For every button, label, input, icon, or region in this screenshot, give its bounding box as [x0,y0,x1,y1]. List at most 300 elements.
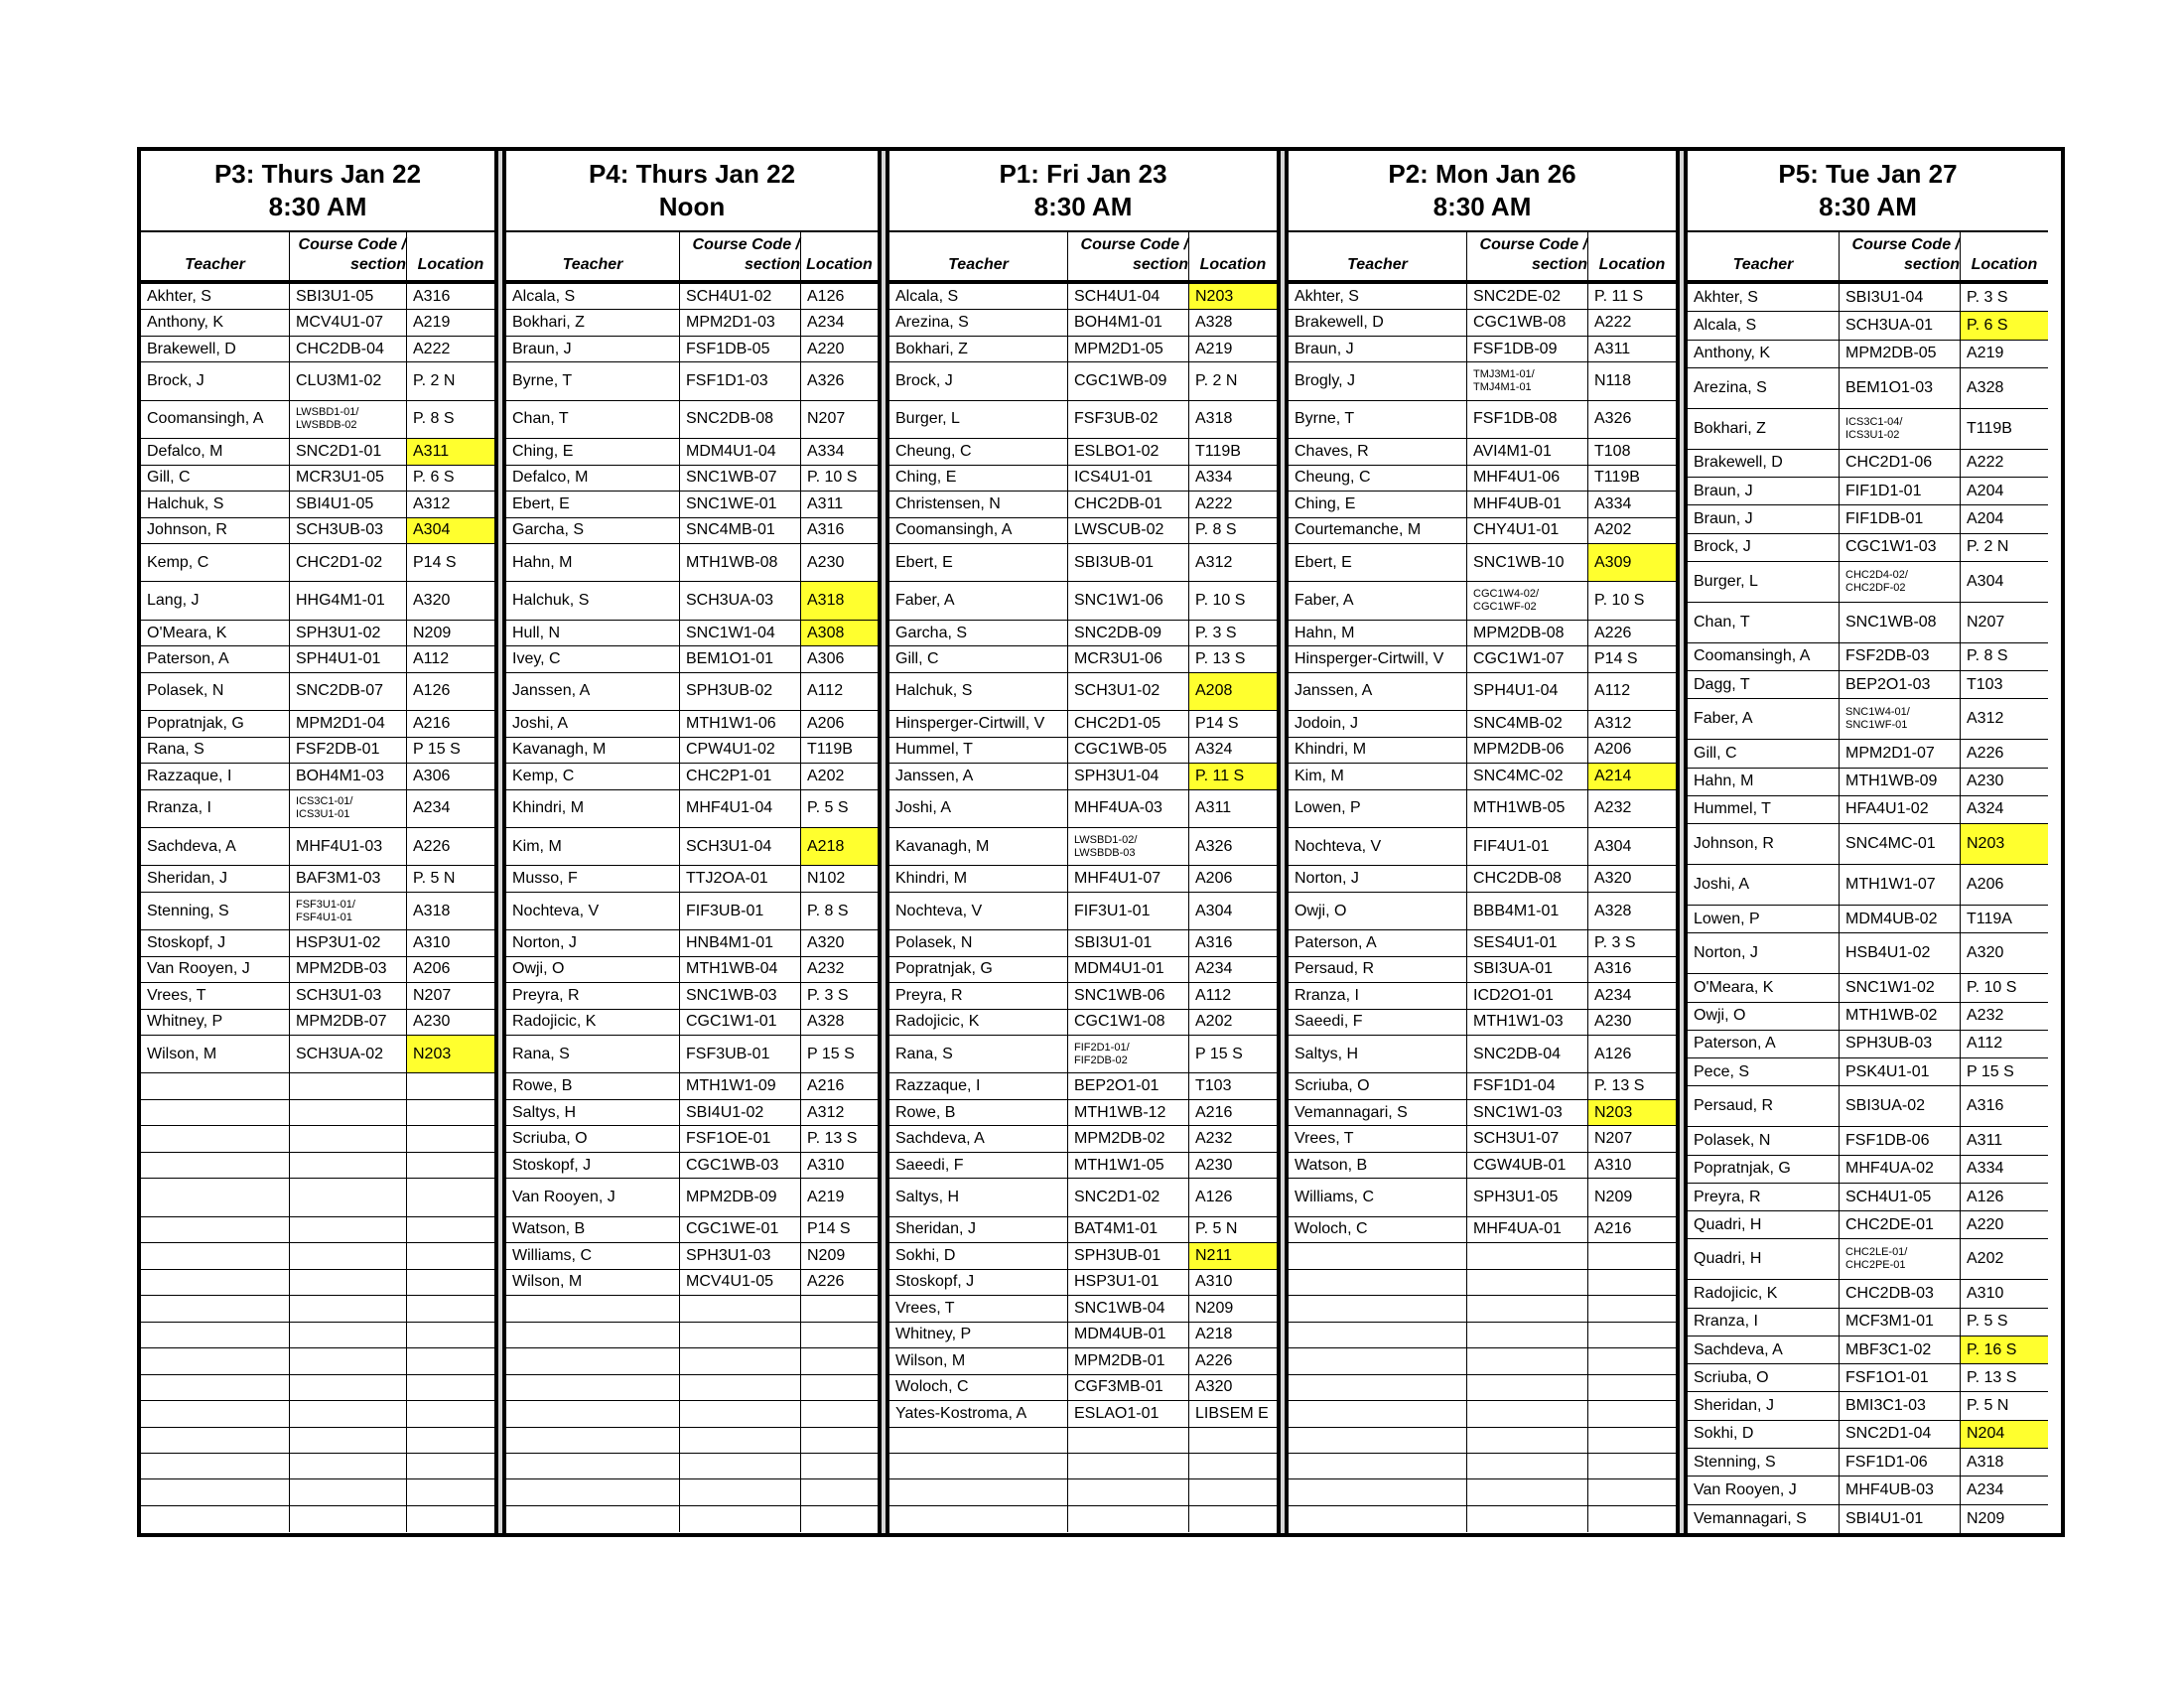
table-row [889,893,1277,930]
course-code-cell: SBI3UB-01 [1068,544,1189,581]
course-code-cell: MPM2D1-05 [1068,337,1189,361]
location-cell: N102 [807,870,846,888]
course-code-cell: FSF1D1-04 [1467,1073,1588,1098]
course-code-cell: SPH3UB-01 [1068,1243,1189,1268]
location-cell: A232 [1967,1007,2004,1025]
table-row [889,401,1277,439]
table-row [141,711,494,737]
course-code-cell: SNC1W1-04 [680,621,801,645]
course-code-cell: CGC1W1-08 [1068,1010,1189,1035]
table-row [1688,1058,2048,1086]
location-cell: A312 [1195,553,1233,571]
teacher-cell: Alcala, S [1688,312,1840,339]
teacher-cell: Coomansingh, A [889,518,1068,543]
course-code-cell: SCH3UA-01 [1840,312,1961,339]
location-cell [407,1323,494,1347]
location-cell: A219 [1195,340,1233,357]
course-code-cell: CHC2DB-08 [1467,866,1588,891]
teacher-cell: Khindri, M [889,866,1068,891]
teacher-cell: Vrees, T [889,1296,1068,1321]
period-title: P4: Thurs Jan 22 [588,159,796,189]
course-code-cell: SNC1WB-07 [680,466,801,491]
location-cell: A218 [1195,1326,1233,1343]
table-row [1289,582,1676,620]
location-cell: N211 [1189,1243,1277,1268]
table-row [1688,1239,2048,1280]
table-row [506,1010,878,1036]
course-code-part: LWSBDB-02 [296,419,357,432]
course-code-cell: SCH4U1-04 [1068,284,1189,309]
table-row [1289,1401,1676,1427]
table-row [1289,983,1676,1009]
location-cell [1588,1323,1676,1347]
teacher-cell [506,1375,680,1400]
location-cell: P. 13 S [1195,650,1246,668]
teacher-cell: Persaud, R [1688,1086,1840,1126]
table-row [141,1348,494,1374]
table-row [889,362,1277,400]
teacher-cell: Chan, T [1688,603,1840,642]
course-code-cell [1467,582,1588,619]
location-cell: A308 [801,621,878,645]
teacher-cell: Brakewell, D [141,337,290,361]
course-code-cell: CHC2DE-01 [1840,1211,1961,1238]
period-header [1688,151,2048,232]
course-code-cell [290,1296,407,1321]
course-code-cell [1467,1375,1588,1400]
course-code-cell: SCH3U1-04 [680,828,801,865]
course-code-part: FIF2DB-02 [1074,1054,1128,1066]
course-header-line2: section [1903,256,1960,273]
teacher-cell: O'Meara, K [1688,974,1840,1001]
course-code-cell: SCH3UA-02 [290,1036,407,1072]
table-row [889,466,1277,492]
table-row [141,1217,494,1243]
teacher-cell: Razzaque, I [889,1073,1068,1098]
teacher-cell: Polasek, N [1688,1127,1840,1154]
table-row [1688,1280,2048,1308]
table-row [506,1036,878,1073]
table-row [506,1479,878,1505]
teacher-cell: Brakewell, D [1688,450,1840,477]
table-row [1289,284,1676,310]
location-cell: P 15 S [807,1045,855,1062]
course-code-part: CHC2PE-01 [1845,1259,1906,1272]
location-cell: A304 [407,518,494,543]
teacher-cell: Anthony, K [141,310,290,335]
course-code-cell: CHC2DB-01 [1068,492,1189,516]
course-code-cell: MPM2DB-01 [1068,1348,1189,1373]
course-code-part: ICS3C1-01/ [296,795,353,808]
location-cell: P14 S [413,553,457,571]
teacher-cell: Arezina, S [1688,368,1840,408]
location-cell: A226 [1594,624,1632,641]
course-code-cell [1068,1428,1189,1453]
table-row [141,790,494,828]
table-row [1688,1421,2048,1449]
teacher-cell: Ebert, E [506,492,680,516]
teacher-cell: Wilson, M [506,1270,680,1295]
course-code-cell [1467,1479,1588,1504]
location-cell: A234 [413,799,451,817]
teacher-cell: Janssen, A [889,764,1068,788]
table-row [1688,478,2048,505]
column-headers [1688,232,2048,284]
course-code-cell: CGW4UB-01 [1467,1153,1588,1178]
table-row [889,1375,1277,1401]
table-row [141,1010,494,1036]
course-code-cell [290,401,407,438]
table-row [889,790,1277,828]
course-code-cell [1467,1401,1588,1426]
location-cell: A316 [1967,1097,2004,1115]
course-code-cell: MPM2D1-07 [1840,740,1961,767]
table-row [141,673,494,711]
course-code-part: FSF3U1-01/ [296,898,355,911]
course-code-cell: SNC2DB-09 [1068,621,1189,645]
table-row [1289,1010,1676,1036]
column-headers [506,232,878,284]
table-row [506,401,878,439]
teacher-cell [1289,1348,1467,1373]
table-row [889,1428,1277,1454]
location-cell [407,1479,494,1504]
location-cell: P. 2 N [1195,372,1238,390]
table-row [889,1270,1277,1296]
table-row [1289,1126,1676,1152]
teacher-cell [1289,1243,1467,1268]
course-code-cell: MPM2D1-03 [680,310,801,335]
table-row [1688,534,2048,562]
teacher-cell: Rranza, I [1688,1309,1840,1336]
teacher-cell [141,1217,290,1242]
location-cell [407,1126,494,1151]
teacher-cell: Garcha, S [889,621,1068,645]
location-cell: P. 3 S [1195,624,1237,641]
location-cell: A310 [1967,1285,2004,1303]
course-code-cell: HSP3U1-01 [1068,1270,1189,1295]
course-code-cell: SNC2DB-04 [1467,1036,1588,1072]
location-cell: A334 [1967,1160,2004,1178]
table-row [141,1153,494,1179]
teacher-cell: Popratnjak, G [141,711,290,736]
location-cell: A324 [1195,741,1233,759]
teacher-cell: Chaves, R [1289,439,1467,464]
course-code-cell [680,1401,801,1426]
course-code-cell: MDM4UB-02 [1840,906,1961,932]
course-code-part: CGC1W4-02/ [1473,588,1540,601]
course-code-cell: CLU3M1-02 [290,362,407,399]
course-code-cell: AVI4M1-01 [1467,439,1588,464]
location-cell: N209 [807,1246,846,1264]
course-code-cell: BEP2O1-03 [1840,671,1961,698]
period-title: P5: Tue Jan 27 [1778,159,1958,189]
course-code-cell: SBI3U1-01 [1068,930,1189,955]
course-code-cell: MHF4U1-03 [290,828,407,865]
course-code-cell: SNC2DE-02 [1467,284,1588,309]
course-code-cell [290,1454,407,1478]
location-cell: P. 2 N [1967,538,2009,556]
course-code-part: ICS3U1-02 [1845,428,1900,441]
course-code-cell: CHC2P1-01 [680,764,801,788]
course-code-cell: SNC1WB-03 [680,983,801,1008]
table-row [1688,1449,2048,1477]
table-row [1289,518,1676,544]
location-cell: A328 [807,1013,845,1031]
location-cell: A222 [1594,314,1632,332]
course-code-part: CHC2DF-02 [1845,581,1906,594]
course-code-cell: SBI4U1-05 [290,492,407,516]
course-header-line1: Course Code / [1851,236,1960,253]
table-row [141,983,494,1009]
teacher-cell: Brogly, J [1289,362,1467,399]
course-code-cell [1840,409,1961,449]
table-row [141,893,494,930]
teacher-cell: Gill, C [1688,740,1840,767]
teacher-cell: Courtemanche, M [1289,518,1467,543]
teacher-cell: Sokhi, D [889,1243,1068,1268]
course-code-cell: SBI4U1-01 [1840,1505,1961,1533]
table-row [141,401,494,439]
period-time: Noon [658,192,726,221]
location-cell: N207 [1967,613,2005,631]
table-row [1688,1336,2048,1364]
table-row [141,1270,494,1296]
table-row [1688,974,2048,1002]
course-code-part: CHC2LE-01/ [1845,1246,1908,1259]
schedule-rows [1688,284,2048,1533]
location-cell: A318 [1967,1453,2004,1471]
teacher-cell: Christensen, N [889,492,1068,516]
location-cell: N207 [413,986,452,1004]
column-headers [1289,232,1676,284]
table-row [1688,341,2048,368]
teacher-cell: Hahn, M [1289,621,1467,645]
table-row [1688,1184,2048,1211]
teacher-cell [141,1073,290,1098]
teacher-cell: Van Rooyen, J [141,957,290,982]
table-row [1688,1392,2048,1420]
location-cell: A126 [1195,1189,1233,1206]
table-row [141,866,494,892]
course-code-cell: FSF2DB-03 [1840,643,1961,670]
course-code-cell: MTH1WB-12 [1068,1100,1189,1125]
table-row [1289,1454,1676,1479]
teacher-cell: Lowen, P [1289,790,1467,827]
teacher-cell: Sheridan, J [141,866,290,891]
teacher-cell: Chan, T [506,401,680,438]
period-time: 8:30 AM [1433,192,1532,221]
course-code-cell: BMI3C1-03 [1840,1392,1961,1419]
location-cell: A318 [801,582,878,619]
location-cell: A306 [413,767,451,784]
location-cell: A310 [413,933,451,951]
period-title: P3: Thurs Jan 22 [213,159,422,189]
table-row [889,518,1277,544]
course-code-cell: MCF3M1-01 [1840,1309,1961,1336]
course-code-cell: SBI3UA-01 [1467,957,1588,982]
table-row [1688,671,2048,699]
course-code-cell: MHF4U1-04 [680,790,801,827]
teacher-cell [141,1375,290,1400]
teacher-cell [1289,1401,1467,1426]
location-header: Location [806,256,873,273]
location-cell [407,1506,494,1532]
course-code-cell: SPH4U1-01 [290,646,407,671]
location-cell: A126 [413,682,451,700]
table-row [1289,544,1676,582]
location-cell: A334 [807,442,845,460]
table-row [1289,764,1676,789]
location-cell: N209 [413,624,452,641]
teacher-cell: Bokhari, Z [889,337,1068,361]
table-row [506,337,878,362]
course-code-cell [290,1126,407,1151]
teacher-cell [141,1401,290,1426]
table-row [1688,450,2048,478]
location-cell: N209 [1967,1509,2005,1527]
table-row [506,1506,878,1532]
table-row [506,1401,878,1427]
location-cell: A304 [1967,572,2004,590]
course-code-cell [290,1479,407,1504]
teacher-cell: Radojicic, K [506,1010,680,1035]
table-row [1289,828,1676,866]
teacher-cell: Norton, J [1688,933,1840,973]
course-code-cell: ESLBO1-02 [1068,439,1189,464]
course-code-cell: SCH3U1-02 [1068,673,1189,710]
location-cell: N203 [1588,1100,1676,1125]
table-row [1688,906,2048,933]
table-row [506,1428,878,1454]
course-code-cell: BEM1O1-01 [680,646,801,671]
location-cell: N203 [407,1036,494,1072]
course-code-cell: CHY4U1-01 [1467,518,1588,543]
course-code-cell: SNC2D1-04 [1840,1421,1961,1448]
table-row [1289,893,1676,930]
teacher-cell: Quadri, H [1688,1239,1840,1279]
course-code-cell: MTH1W1-03 [1467,1010,1588,1035]
teacher-cell: Quadri, H [1688,1211,1840,1238]
table-row [889,1126,1277,1152]
teacher-cell [141,1126,290,1151]
location-cell [407,1454,494,1478]
location-cell: A112 [807,682,844,700]
teacher-cell: Nochteva, V [506,893,680,929]
location-cell: A316 [1195,933,1233,951]
table-row [889,1323,1277,1348]
course-code-part: CHC2D4-02/ [1845,568,1908,581]
course-code-cell: SNC4MB-01 [680,518,801,543]
teacher-cell: Rowe, B [506,1073,680,1098]
table-row [1688,769,2048,796]
table-row [1289,401,1676,439]
course-header-line2: section [744,256,800,273]
location-cell: A214 [1588,764,1676,788]
table-row [1289,1428,1676,1454]
table-row [141,764,494,789]
course-code-header [1068,232,1189,280]
teacher-cell: Whitney, P [141,1010,290,1035]
location-cell: A220 [807,340,845,357]
table-row [889,544,1277,582]
course-code-cell [290,1100,407,1125]
course-code-cell: CHC2D1-06 [1840,450,1961,477]
table-row [506,866,878,892]
table-row [1289,621,1676,646]
table-row [506,893,878,930]
teacher-cell: Saltys, H [889,1179,1068,1215]
period-column [506,151,878,1533]
table-row [1688,603,2048,643]
teacher-header: Teacher [141,232,290,280]
table-row [506,310,878,336]
table-row [1688,699,2048,740]
course-code-cell [290,1375,407,1400]
teacher-cell [1289,1323,1467,1347]
table-row [141,1296,494,1322]
table-row [506,362,878,400]
course-code-cell [1467,1296,1588,1321]
table-row [506,439,878,465]
course-code-cell: CPW4U1-02 [680,738,801,763]
teacher-cell: Hinsperger-Cirtwill, V [889,711,1068,736]
period-column [1289,151,1676,1533]
course-code-cell: FSF1D1-03 [680,362,801,399]
table-row [1688,1127,2048,1155]
course-code-cell: CGC1WB-08 [1467,310,1588,335]
location-cell: A204 [1967,482,2004,499]
teacher-cell [141,1179,290,1215]
course-code-cell [290,1153,407,1178]
teacher-cell [1289,1428,1467,1453]
teacher-cell: Scriuba, O [1688,1364,1840,1391]
course-code-cell [680,1296,801,1321]
teacher-cell: Akhter, S [1289,284,1467,309]
table-row [1688,796,2048,824]
table-row [141,492,494,517]
course-code-cell: MPM2DB-05 [1840,341,1961,367]
course-code-cell: MTH1WB-08 [680,544,801,581]
course-code-cell: HNB4M1-01 [680,930,801,955]
course-code-cell: CHC2DB-04 [290,337,407,361]
table-row [141,310,494,336]
location-cell: P. 8 S [807,902,849,919]
teacher-cell: Alcala, S [506,284,680,309]
course-code-cell [1068,1454,1189,1478]
course-code-cell: FIF1D1-01 [1840,478,1961,504]
course-code-part: FIF2D1-01/ [1074,1041,1130,1054]
table-row [1688,368,2048,409]
table-row [889,621,1277,646]
course-code-cell [290,1243,407,1268]
location-cell [407,1073,494,1098]
teacher-cell: Saltys, H [1289,1036,1467,1072]
table-row [889,1454,1277,1479]
course-code-cell: TTJ2OA-01 [680,866,801,891]
course-code-part: ICS3C1-04/ [1845,415,1903,428]
teacher-cell: Vrees, T [141,983,290,1008]
table-row [889,1401,1277,1427]
location-cell: P. 5 N [1195,1220,1238,1238]
location-cell: A234 [807,314,845,332]
course-code-cell [290,1428,407,1453]
location-header: Location [1598,256,1666,273]
teacher-cell: Polasek, N [141,673,290,710]
table-row [1688,1364,2048,1392]
teacher-cell: Joshi, A [506,711,680,736]
column-headers [889,232,1277,284]
